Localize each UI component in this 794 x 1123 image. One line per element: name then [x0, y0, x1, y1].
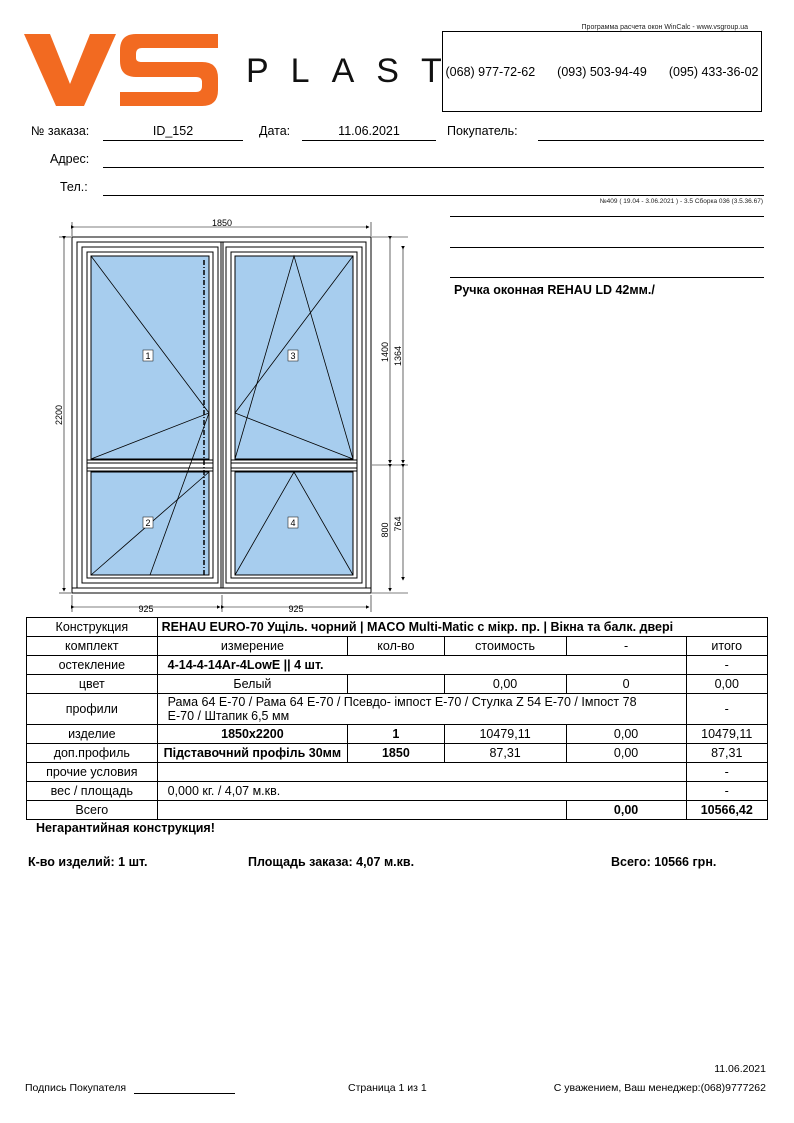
phones-box	[442, 31, 762, 112]
program-note: Программа расчета окон WinCalc - www.vsgroup.ua	[581, 24, 748, 31]
phone-1: (068) 977-72-62	[445, 64, 536, 79]
row-total: -	[686, 782, 767, 801]
spec-table	[26, 617, 768, 820]
sash-label-3: 3	[290, 351, 296, 361]
row-qty	[348, 675, 444, 694]
phone-label: Тел.:	[60, 180, 88, 194]
date-line	[302, 140, 436, 141]
dim-total-height: 2200	[54, 404, 64, 426]
row-total: -	[686, 763, 767, 782]
date-label: Дата:	[259, 124, 291, 138]
right-sash	[226, 247, 362, 583]
dim-total-width: 1850	[211, 218, 233, 228]
sash-label-1: 1	[145, 351, 151, 361]
total-dash: 0,00	[566, 801, 686, 820]
row-value	[157, 763, 686, 782]
warranty-note: Негарантийная конструкция!	[36, 821, 215, 835]
date-value: 11.06.2021	[338, 124, 400, 138]
row-label: доп.профиль	[27, 744, 158, 763]
total-label: Всего	[27, 801, 158, 820]
page-number: Страница 1 из 1	[348, 1082, 427, 1094]
table-row	[27, 675, 768, 694]
address-line	[103, 167, 764, 168]
phone-line	[103, 195, 764, 196]
row-qty: 1850	[348, 744, 444, 763]
col-head: кол-во	[348, 637, 444, 656]
row-total: -	[686, 656, 767, 675]
order-number-value: ID_152	[152, 124, 194, 138]
phone-3: (095) 433-36-02	[668, 64, 759, 79]
row-label: прочие условия	[27, 763, 158, 782]
dim-right-bottom-inner: 764	[393, 516, 403, 532]
construction-label: Конструкция	[27, 618, 158, 637]
table-row	[27, 694, 768, 725]
note-line-2	[450, 247, 764, 248]
brand-name: PLAST	[246, 52, 464, 90]
row-dash: 0,00	[566, 744, 686, 763]
dim-bottom-right: 925	[288, 604, 304, 613]
row-dash: 0	[566, 675, 686, 694]
table-header-row	[27, 637, 768, 656]
accessory-note: Ручка оконная REHAU LD 42мм./	[454, 283, 655, 297]
row-measure: 1850x2200	[157, 725, 348, 744]
items-count: К-во изделий: 1 шт.	[28, 855, 148, 869]
signature-label: Подпись Покупателя	[25, 1082, 127, 1094]
signature-line	[134, 1093, 235, 1094]
row-measure: Підставочний профіль 30мм	[157, 744, 348, 763]
row-label: изделие	[27, 725, 158, 744]
total-sum: 10566,42	[686, 801, 767, 820]
construction-value: REHAU EURO-70 Ущіль. чорний | MACO Multi-Matic с мікр. пр. | Вікна та балк. двері	[157, 618, 767, 637]
col-head: комплект	[27, 637, 158, 656]
table-row	[27, 744, 768, 763]
col-head: итого	[686, 637, 767, 656]
left-sash	[82, 247, 218, 583]
row-label: вес / площадь	[27, 782, 158, 801]
row-label: остекление	[27, 656, 158, 675]
row-value: 0,000 кг. / 4,07 м.кв.	[157, 782, 686, 801]
col-head: измерение	[157, 637, 348, 656]
row-cost: 0,00	[444, 675, 566, 694]
row-total: -	[686, 694, 767, 725]
table-total-row	[27, 801, 768, 820]
table-row	[27, 782, 768, 801]
order-total: Всего: 10566 грн.	[611, 855, 717, 869]
table-row	[27, 763, 768, 782]
window-drawing	[48, 213, 418, 613]
address-label: Адрес:	[50, 152, 90, 166]
row-label: профили	[27, 694, 158, 725]
footer-date: 11.06.2021	[714, 1063, 766, 1075]
version-note: №409 ( 19.04 - 3.06.2021 ) - 3.5 Сборка 036 (3.5.36.67)	[599, 198, 763, 205]
sash-label-2: 2	[145, 518, 151, 528]
sash-label-4: 4	[290, 518, 296, 528]
col-head: стоимость	[444, 637, 566, 656]
logo-v-shape	[24, 34, 116, 106]
table-row	[27, 618, 768, 637]
table-row	[27, 725, 768, 744]
row-measure: Белый	[157, 675, 348, 694]
dim-right-top-inner: 1364	[393, 345, 403, 367]
row-label: цвет	[27, 675, 158, 694]
note-line-1	[450, 216, 764, 217]
row-value: 4-14-4-14Ar-4LowE || 4 шт.	[157, 656, 686, 675]
note-line-3	[450, 277, 764, 278]
buyer-line	[538, 140, 764, 141]
row-value: Рама 64 Е-70 / Рама 64 Е-70 / Псевдо- імпост Е-70 / Стулка Z 54 Е-70 / Імпост 78 Е-70 / Штапик 6,5 мм	[157, 694, 686, 725]
vs-logo	[24, 34, 220, 106]
row-qty: 1	[348, 725, 444, 744]
manager-contact: С уважением, Ваш менеджер:(068)9777262	[553, 1082, 766, 1094]
buyer-label: Покупатель:	[447, 124, 518, 138]
table-row	[27, 656, 768, 675]
row-total: 87,31	[686, 744, 767, 763]
order-number-line	[103, 140, 243, 141]
dim-right-top-outer: 1400	[380, 341, 390, 363]
row-total: 0,00	[686, 675, 767, 694]
col-head: -	[566, 637, 686, 656]
row-dash: 0,00	[566, 725, 686, 744]
dim-bottom-left: 925	[138, 604, 154, 613]
logo-s-shape	[120, 34, 218, 106]
row-cost: 87,31	[444, 744, 566, 763]
order-area: Площадь заказа: 4,07 м.кв.	[248, 855, 415, 869]
dim-right-bottom-outer: 800	[380, 522, 390, 538]
row-cost: 10479,11	[444, 725, 566, 744]
order-number-label: № заказа:	[31, 124, 90, 138]
phone-2: (093) 503-94-49	[557, 64, 647, 79]
row-total: 10479,11	[686, 725, 767, 744]
